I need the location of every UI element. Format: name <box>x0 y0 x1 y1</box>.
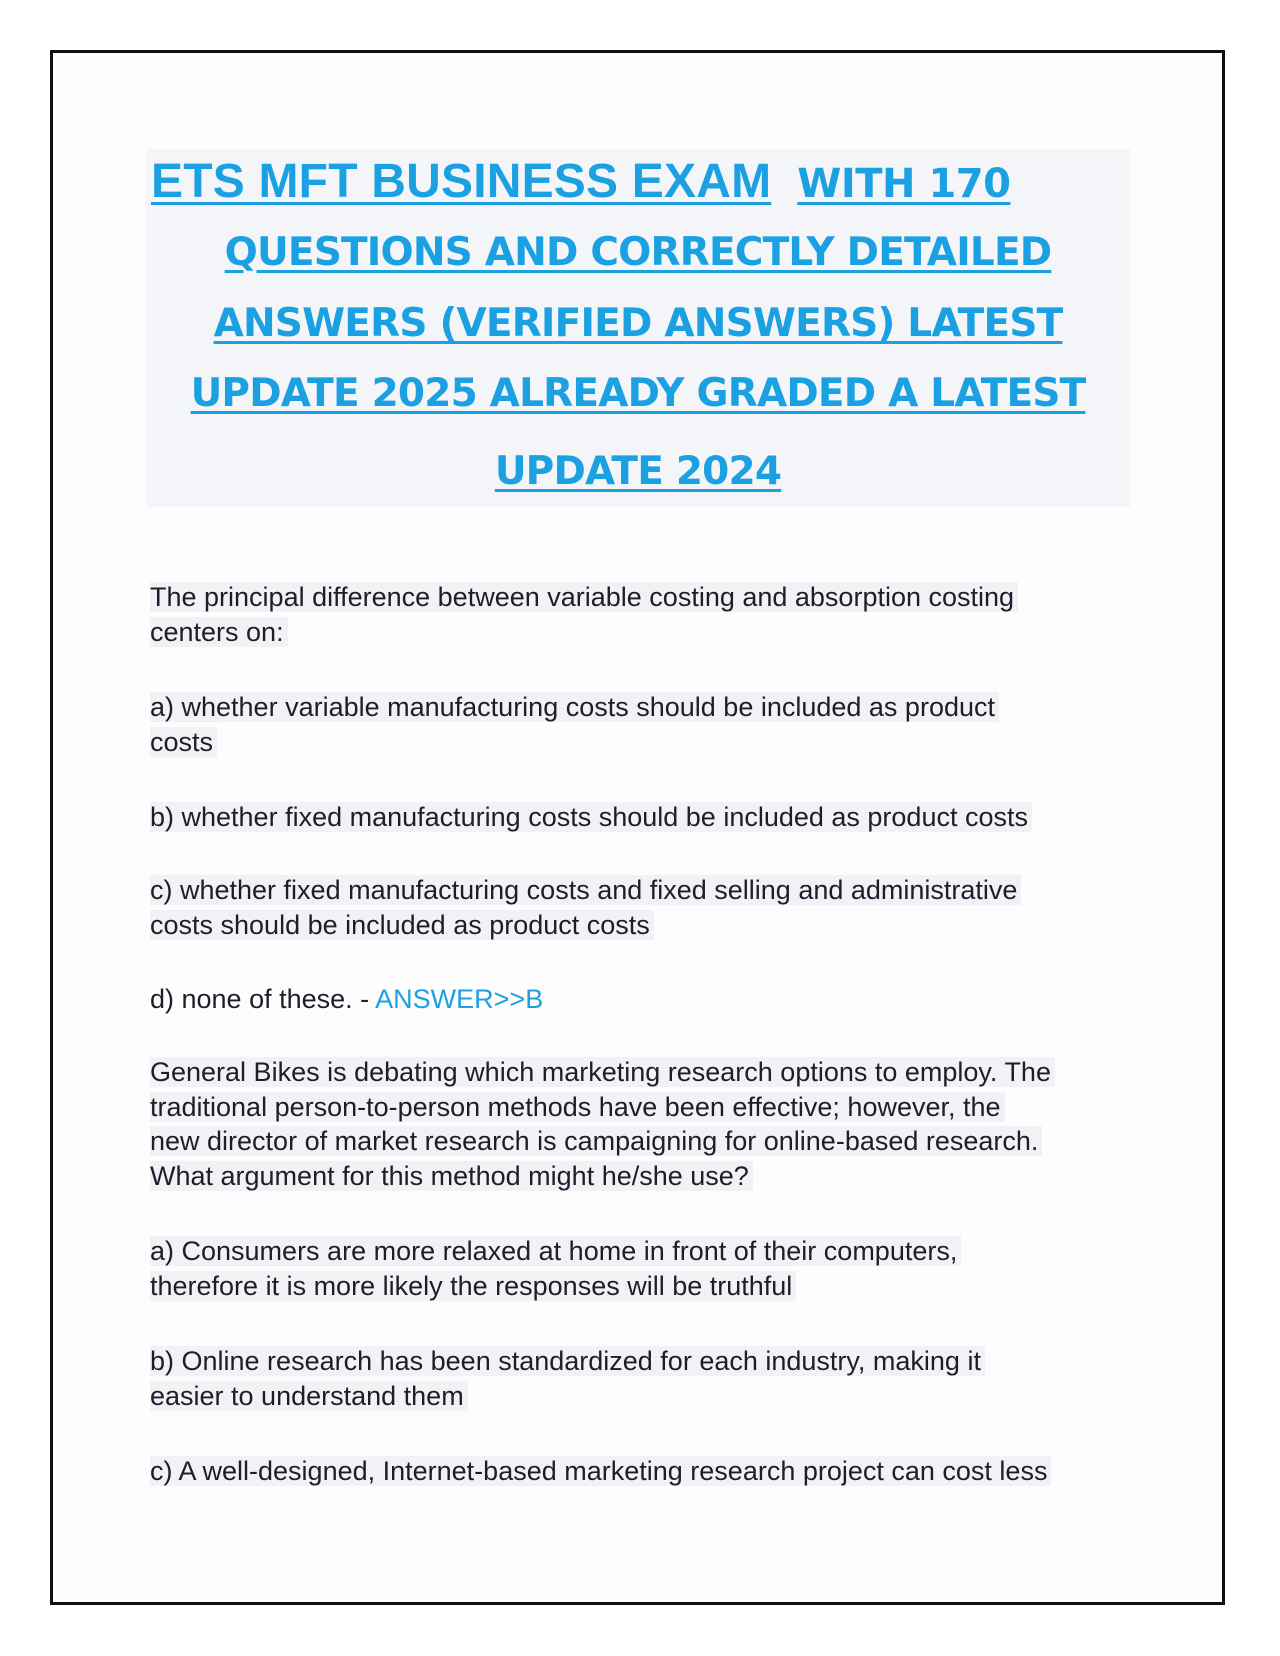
q1-stem-line-1: The principal difference between variable costing and absorption costing <box>150 582 1018 612</box>
q1-stem <box>150 580 1018 650</box>
document-title-line-1 <box>151 154 1010 209</box>
q1-option-b <box>150 800 1032 835</box>
q2-stem-line-1: General Bikes is debating which marketing research options to employ. The <box>150 1057 1055 1087</box>
q1-option-a <box>150 690 999 760</box>
q2-option-a-line-1: a) Consumers are more relaxed at home in front of their computers, <box>150 1236 961 1266</box>
q2-stem-line-4: What argument for this method might he/she use? <box>150 1161 753 1191</box>
q2-stem <box>150 1055 1055 1193</box>
q2-option-a-line-2: therefore it is more likely the responses will be truthful <box>150 1271 796 1301</box>
document-title-line-4: UPDATE 2025 ALREADY GRADED A LATEST <box>190 371 1086 416</box>
document-title-line-5: UPDATE 2024 <box>494 449 782 494</box>
q2-option-c-line-1: c) A well-designed, Internet-based marketing research project can cost less <box>150 1456 1051 1486</box>
q1-option-d <box>150 982 543 1017</box>
q2-option-c <box>150 1454 1051 1489</box>
q1-option-c <box>150 873 1021 943</box>
q1-answer: ANSWER>>B <box>375 984 544 1014</box>
title-main-text: ETS MFT BUSINESS EXAM <box>151 155 772 208</box>
q1-stem-line-2: centers on: <box>150 617 288 647</box>
q1-option-c-line-2: costs should be included as product costs <box>150 910 654 940</box>
q1-option-d-text: d) none of these. - <box>150 984 376 1014</box>
title-tail-text: WITH 170 <box>797 161 1011 207</box>
q2-stem-line-3: new director of market research is campaigning for online-based research. <box>150 1126 1042 1156</box>
q1-option-a-line-2: costs <box>150 727 217 757</box>
q2-option-b-line-2: easier to understand them <box>150 1381 468 1411</box>
q1-option-a-line-1: a) whether variable manufacturing costs should be included as product <box>150 692 999 722</box>
q1-option-b-line-1: b) whether fixed manufacturing costs should be included as product costs <box>150 802 1032 832</box>
document-title-line-3: ANSWERS (VERIFIED ANSWERS) LATEST <box>213 301 1063 346</box>
q2-option-b <box>150 1344 985 1414</box>
document-title-line-2: QUESTIONS AND CORRECTLY DETAILED <box>224 230 1052 275</box>
q2-stem-line-2: traditional person-to-person methods have been effective; however, the <box>150 1092 1005 1122</box>
q2-option-b-line-1: b) Online research has been standardized for each industry, making it <box>150 1346 985 1376</box>
q2-option-a <box>150 1234 961 1304</box>
q1-option-c-line-1: c) whether fixed manufacturing costs and fixed selling and administrative <box>150 875 1021 905</box>
